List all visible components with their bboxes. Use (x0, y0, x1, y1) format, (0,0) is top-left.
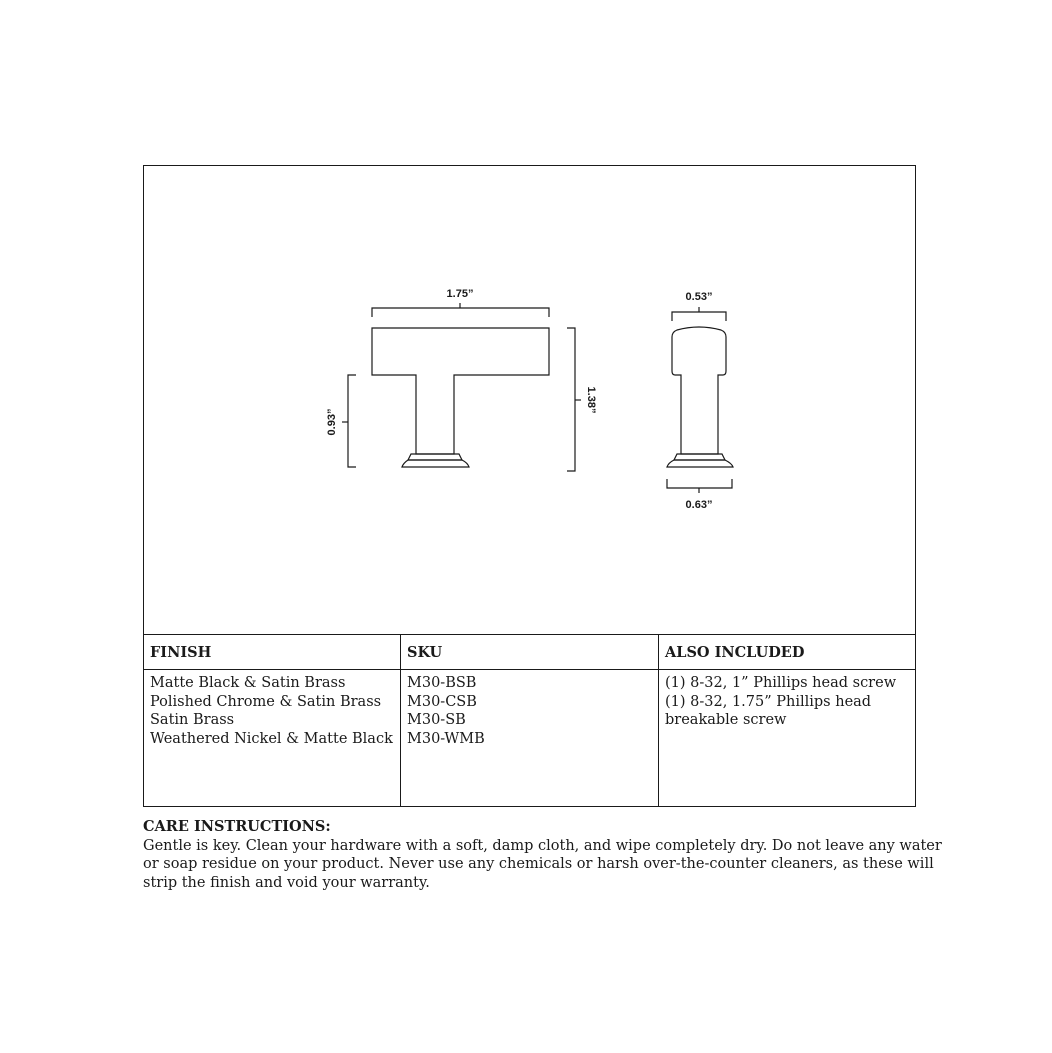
spec-table (144, 634, 915, 807)
care-title: CARE INSTRUCTIONS: (143, 818, 331, 835)
drawing-svg (1, 1, 1052, 1053)
included-item: (1) 8-32, 1” Phillips head screw (665, 675, 897, 691)
side-view-base-lower (667, 460, 733, 467)
side-view-outline (672, 327, 726, 454)
front-width-dimension (372, 303, 549, 317)
sku-list (401, 670, 659, 807)
front-width-label: 1.75” (446, 288, 474, 300)
finish-item: Polished Chrome & Satin Brass (150, 693, 382, 710)
front-view-outline (372, 328, 549, 454)
finish-item: Matte Black & Satin Brass (150, 675, 346, 691)
also-included-header: ALSO INCLUDED (659, 635, 915, 670)
care-text-line: strip the finish and void your warranty. (143, 874, 430, 891)
finish-list (144, 670, 401, 807)
side-view-knob (667, 327, 733, 467)
finish-item: Satin Brass (150, 712, 235, 728)
spec-sheet (143, 165, 916, 807)
front-height-label: 1.38” (585, 386, 597, 414)
sku-header: SKU (401, 635, 659, 670)
technical-drawing (144, 166, 915, 634)
front-stem-dimension (342, 375, 356, 467)
care-text-line: Gentle is key. Clean your hardware with a soft, damp cloth, and wipe completely dry. Do not leave any water (143, 837, 942, 854)
front-view-base-upper (408, 454, 462, 460)
side-base-width-label: 0.63” (685, 499, 713, 511)
side-base-dimension (667, 479, 732, 493)
care-instructions (143, 818, 942, 892)
included-item: breakable screw (665, 712, 787, 728)
finish-item: Weathered Nickel & Matte Black (150, 730, 393, 747)
care-text-line: or soap residue on your product. Never use any chemicals or harsh over-the-counter cleaners, as these will (143, 856, 934, 872)
sku-item: M30-SB (407, 712, 466, 728)
also-included-list (659, 670, 915, 807)
side-view-base-upper (674, 454, 725, 460)
side-top-dimension (672, 307, 726, 321)
side-top-width-label: 0.53” (685, 291, 713, 303)
sku-item: M30-WMB (407, 730, 485, 747)
sku-item: M30-CSB (407, 693, 477, 710)
front-stem-label: 0.93” (326, 408, 338, 436)
sku-item: M30-BSB (407, 675, 477, 691)
front-height-dimension (567, 328, 581, 471)
included-item: (1) 8-32, 1.75” Phillips head (665, 693, 872, 710)
front-view-base-lower (402, 460, 469, 467)
finish-header: FINISH (144, 635, 401, 670)
front-view-knob (372, 328, 549, 467)
